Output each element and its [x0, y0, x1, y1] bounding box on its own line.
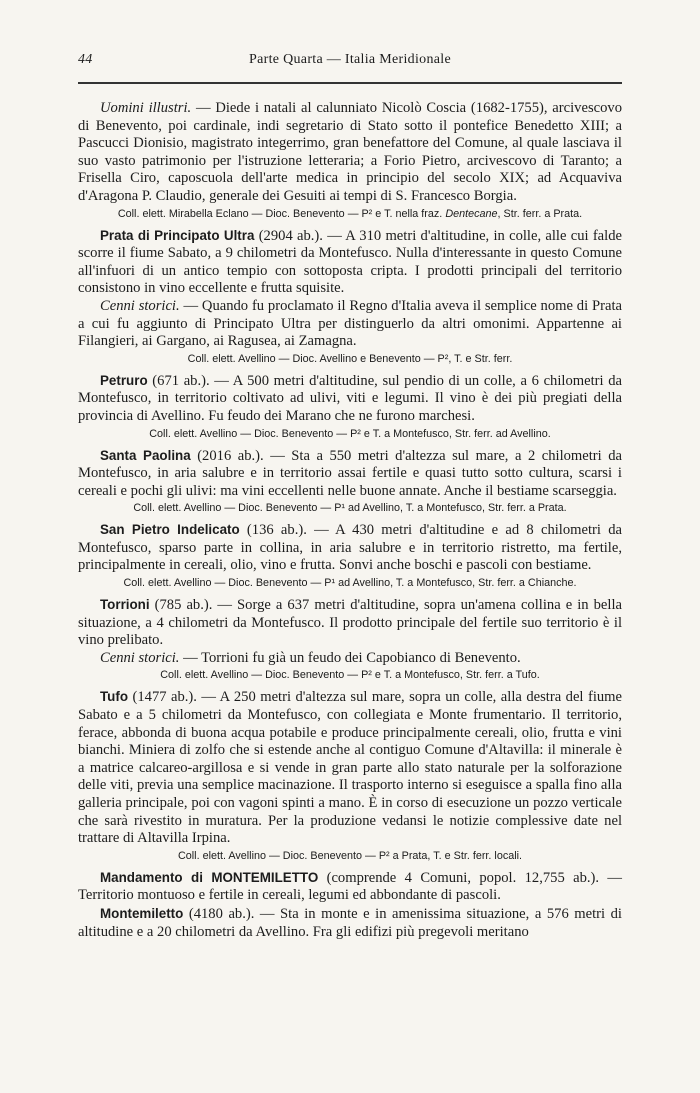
electoral-note-text: Coll. elett. Avellino — Dioc. Benevento — P² a Prata, T. e Str. ferr. locali. — [177, 849, 523, 862]
place-entry — [78, 521, 622, 575]
electoral-note — [78, 207, 622, 222]
place-entry — [78, 447, 622, 501]
electoral-note — [78, 576, 622, 591]
running-title: Parte Quarta — Italia Meridionale — [249, 52, 451, 67]
section-lead: Cenni storici. — [100, 649, 180, 666]
place-entry — [78, 688, 622, 847]
place-description: (1477 ab.). — A 250 metri d'altezza sul mare, sopra un colle, alla destra del fiume Sabato e a 5 chilometri da Montefusco, con collegiata e Monte frumentario. Il territorio, ferace, abbonda di buona acqua potabile e produce principalmente cereali, olio, frutta e vini bianchi. Miniera di zolfo che si estende anche al contiguo Comune d'Altavilla: il minerale è a matrice calcareo-argillosa e si vende in gran parte allo stato naturale per la solforazione delle viti, previa una semplice macinazione. Il trasporto interno si eseguisce a spalla fino alla galleria principale, poi con vagoni spinti a mano. È in corso di esecuzione un pozzo verticale che sarà rivestito in muratura. Per la produzione vedansi le notizie complessive date nel trattare di Altavilla Irpina. — [78, 689, 622, 847]
mandamento-description: (comprende 4 Comuni, popol. 12,755 ab.). — Territorio montuoso e fertile in cereali, legumi ed abbondante di pascoli. — [78, 869, 622, 904]
place-description: (671 ab.). — A 500 metri d'altitudine, sul pendio di un colle, a 6 chilometri da Montefusco, in territorio coltivato ad ulivi, viti e legumi. Il vino è dei più pregiati della provincia di Avellino. Fu feudo dei Marano che ne furono marchesi. — [78, 372, 622, 424]
place-name: Montemiletto — [100, 905, 184, 921]
electoral-note — [78, 427, 622, 442]
place-name: San Pietro Indelicato — [100, 522, 240, 538]
electoral-note-text: Coll. elett. Avellino — Dioc. Avellino e Benevento — P², T. e Str. ferr. — [187, 352, 513, 365]
place-description: (785 ab.). — Sorge a 637 metri d'altitudine, sopra un'amena collina e in bella situazione, a 4 chilometri da Montefusco. Il prodotto principale del fertile suo territorio è il vino prelibato. — [78, 597, 622, 649]
place-name: Torrioni — [100, 597, 150, 613]
running-header — [78, 52, 622, 74]
place-name: Santa Paolina — [100, 447, 191, 463]
electoral-note — [78, 501, 622, 516]
electoral-note-after: , Str. ferr. a Prata. — [497, 207, 583, 220]
header-rule — [78, 82, 622, 84]
electoral-note-text: Coll. elett. Avellino — Dioc. Benevento — P¹ ad Avellino, T. a Montefusco, Str. ferr. a Chianche. — [123, 577, 577, 590]
section-lead: Cenni storici. — [100, 297, 180, 314]
place-name: Petruro — [100, 372, 148, 388]
electoral-note-italic: Dentecane — [445, 207, 498, 220]
paragraph-text: — Torrioni fu già un feudo dei Capobianco di Benevento. — [179, 649, 521, 666]
electoral-note-text: Coll. elett. Avellino — Dioc. Benevento — P² e T. a Montefusco, Str. ferr. a Tufo. — [160, 669, 540, 682]
mandamento-name: MONTEMILETTO — [211, 869, 319, 885]
place-description: (136 ab.). — A 430 metri d'altitudine e ad 8 chilometri da Montefusco, sparso parte in collina, in aria salubre e in territorio ristretto, ma fertile, principalmente in cereali, olio, vino e frutta. Sonvi anche boschi e pascoli con bestiame. — [78, 522, 622, 574]
paragraph-text: — Diede i natali al calunniato Nicolò Coscia (1682-1755), arcivescovo di Benevento, poi cardinale, indi segretario di Stato sotto il pontefice Benedetto XIII; a Pascucci Dionisio, magistrato integerrimo, gran benefattore del Comune, al quale lasciava il suo vasto patrimonio per l'istruzione letteraria; a Forio Pietro, arcivescovo di Taranto; a Frisella Ciro, caposcuola dell'arte medica in principio del secolo XIX; ad Acquaviva d'Aragona P. Claudio, generale dei Gesuiti ai tempi di S. Francesco Borgia. — [78, 100, 622, 204]
electoral-note-text: Coll. elett. Avellino — Dioc. Benevento — P¹ ad Avellino, T. a Montefusco, Str. ferr. a Prata. — [133, 502, 567, 515]
section-lead: Uomini illustri. — [100, 100, 192, 116]
section-paragraph — [78, 650, 622, 668]
mandamento-prefix: Mandamento di — [100, 869, 212, 885]
place-description: (2904 ab.). — A 310 metri d'altitudine, in colle, alle cui falde scorre il fiume Sabato, a 9 chilometri da Montefusco. Nulla d'interessante in questo Comune all'infuori di un antico tempio con sottoposta cripta. I prodotti principali del territorio consistono in vino eccellente e frutta squisite. — [78, 227, 622, 297]
paragraph-text: — Quando fu proclamato il Regno d'Italia aveva il semplice nome di Prata a cui fu aggiunto di Principato Ultra per distinguerlo da altri omonimi. Appartenne ai Filangieri, ai Gargano, ai Ragusea, ai Zamagna. — [78, 297, 622, 350]
place-description: (4180 ab.). — Sta in monte e in amenissima situazione, a 576 metri di altitudine e a 20 chilometri da Avellino. Fra gli edifizi più pregevoli meritano — [78, 905, 622, 940]
place-entry — [78, 596, 622, 650]
electoral-note — [78, 352, 622, 367]
electoral-note — [78, 668, 622, 683]
page-body — [78, 100, 622, 941]
place-name: Tufo — [100, 689, 129, 705]
electoral-note-text: Coll. elett. Mirabella Eclano — Dioc. Benevento — P² e T. nella fraz. — [117, 207, 446, 220]
page-number: 44 — [78, 52, 93, 67]
place-description: (2016 ab.). — Sta a 550 metri d'altezza sul mare, a 2 chilometri da Montefusco, in aria salubre e in territorio assai fertile e quasi tutto sotto cultura, scarsi i cereali e pochi gli ulivi: ma vini eccellenti nelle buone annate. Anche il bestiame scarseggia. — [78, 447, 623, 499]
place-name: Prata di Principato Ultra — [100, 227, 255, 243]
electoral-note — [78, 849, 622, 864]
section-paragraph — [78, 100, 622, 206]
place-entry — [78, 905, 622, 941]
place-entry — [78, 227, 622, 298]
place-entry — [78, 372, 622, 426]
mandamento-entry — [78, 869, 622, 905]
section-paragraph — [78, 298, 622, 351]
electoral-note-text: Coll. elett. Avellino — Dioc. Benevento — P² e T. a Montefusco, Str. ferr. ad Avellino. — [149, 427, 551, 440]
